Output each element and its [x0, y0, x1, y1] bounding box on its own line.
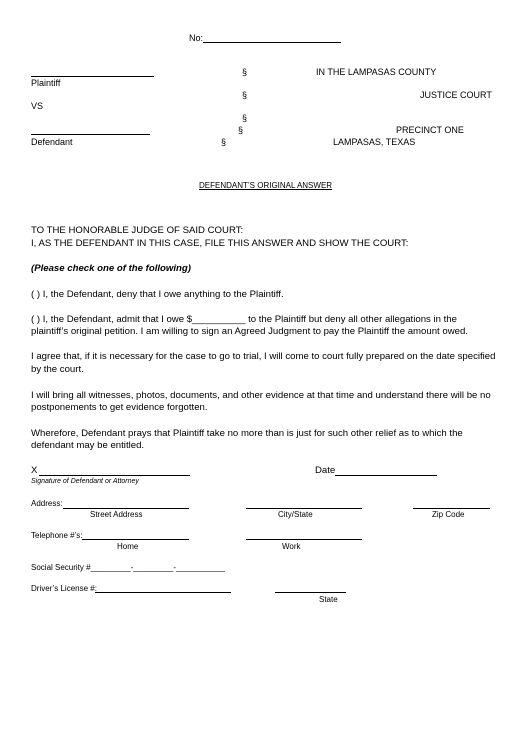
telephone-label: Telephone #’s:	[31, 531, 83, 540]
drivers-license-line[interactable]	[95, 583, 231, 593]
date-line[interactable]	[335, 465, 437, 476]
instruction: (Please check one of the following)	[31, 263, 191, 274]
document-title: DEFENDANT’S ORIGINAL ANSWER	[199, 181, 333, 190]
plaintiff-label: Plaintiff	[31, 78, 61, 88]
intro-statement: I, AS THE DEFENDANT IN THIS CASE, FILE THIS ANSWER AND SHOW THE COURT:	[31, 238, 409, 249]
address-label: Address:	[31, 499, 63, 508]
social-security-field[interactable]: Social Security #_________-_________-___________	[31, 563, 225, 572]
plaintiff-name-line[interactable]	[31, 67, 154, 77]
evidence-paragraph-line2: postponements to get evidence forgotten.	[31, 402, 208, 413]
defendant-name-line[interactable]	[31, 125, 150, 135]
option-deny[interactable]: ( ) I, the Defendant, deny that I owe anything to the Plaintiff.	[31, 289, 284, 300]
license-state-line[interactable]	[275, 583, 346, 593]
evidence-paragraph-line1: I will bring all witnesses, photos, documents, and other evidence at that time and understand there will be no	[31, 390, 491, 401]
precinct-label: PRECINCT ONE	[396, 125, 464, 135]
signature-line[interactable]	[39, 465, 190, 476]
city-state-caption: City/State	[278, 510, 313, 519]
prayer-paragraph-line1: Wherefore, Defendant prays that Plaintiff take no more than is just for such other relief as to which the	[31, 428, 463, 439]
license-state-caption: State	[319, 595, 338, 604]
trial-paragraph-line2: by the court.	[31, 364, 84, 375]
street-address-line[interactable]	[63, 499, 189, 509]
signature-caption: Signature of Defendant or Attorney	[31, 478, 139, 485]
location-label: LAMPASAS, TEXAS	[333, 137, 416, 147]
case-number-line[interactable]	[203, 33, 341, 43]
drivers-license-label: Driver’s License #:	[31, 584, 97, 593]
defendant-label: Defendant	[31, 137, 73, 147]
prayer-paragraph-line2: defendant may be entitled.	[31, 440, 145, 451]
city-state-line[interactable]	[246, 499, 362, 509]
section-symbol: §	[242, 67, 248, 77]
home-phone-line[interactable]	[82, 530, 189, 540]
zip-code-line[interactable]	[413, 499, 490, 509]
section-symbol: §	[238, 125, 244, 135]
option-admit-line1[interactable]: ( ) I, the Defendant, admit that I owe $__________ to the Plaintiff but deny all other allegations in the	[31, 314, 457, 325]
zip-code-caption: Zip Code	[432, 510, 465, 519]
trial-paragraph-line1: I agree that, if it is necessary for the case to go to trial, I will come to court fully prepared on the date specified	[31, 351, 496, 362]
section-symbol: §	[242, 113, 248, 123]
section-symbol: §	[221, 137, 227, 147]
county-label: IN THE LAMPASAS COUNTY	[316, 67, 437, 77]
option-admit-line2: plaintiff’s original petition. I am willing to sign an Agreed Judgment to pay the Plaintiff the amount owed.	[31, 326, 468, 337]
vs-label: VS	[31, 101, 44, 111]
signature-x-mark: X	[31, 465, 38, 476]
case-number-label: No:	[189, 33, 204, 43]
work-phone-line[interactable]	[246, 530, 362, 540]
street-address-caption: Street Address	[90, 510, 143, 519]
work-phone-caption: Work	[282, 542, 301, 551]
date-label: Date	[315, 465, 336, 476]
section-symbol: §	[242, 90, 248, 100]
salutation: TO THE HONORABLE JUDGE OF SAID COURT:	[31, 225, 244, 236]
home-phone-caption: Home	[117, 542, 139, 551]
justice-court-label: JUSTICE COURT	[420, 90, 492, 100]
